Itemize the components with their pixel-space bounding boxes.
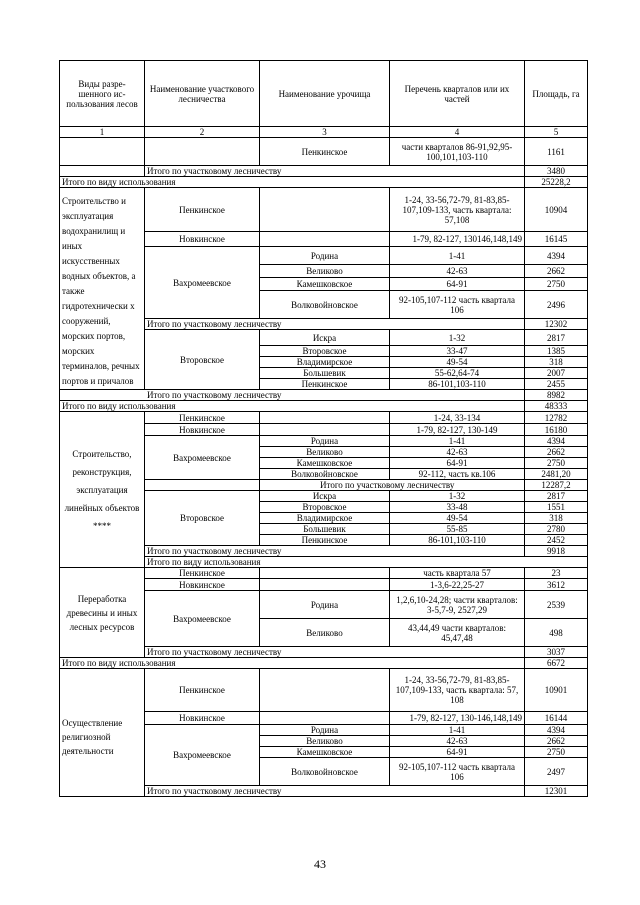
- use-type-cell: Строительство и эксплуатация водохранилищ и иных искусственных водных объектов, а также гидротехнически х сооружений, морских портов, морских терминалов, речных портов и причалов: [60, 188, 145, 390]
- quarters-cell: часть квартала 57: [390, 568, 525, 579]
- quarters-cell: 1,2,6,10-24,28; части кварталов: 3-5,7-9, 2527,29: [390, 591, 525, 619]
- tract-cell: Родина: [260, 247, 390, 265]
- tract-cell: Великово: [260, 265, 390, 278]
- column-number: 5: [525, 127, 588, 138]
- tract-cell: Камешковское: [260, 278, 390, 291]
- area-cell: 12782: [525, 412, 588, 424]
- area-cell: 2662: [525, 736, 588, 747]
- tract-cell: Великово: [260, 736, 390, 747]
- quarters-cell: 1-41: [390, 436, 525, 447]
- area-cell: 3480: [525, 166, 588, 177]
- tract-cell: Великово: [260, 619, 390, 647]
- table-row: [60, 568, 588, 579]
- area-cell: 4394: [525, 247, 588, 265]
- tract-cell: Родина: [260, 436, 390, 447]
- quarters-cell: 92-105,107-112 часть квартала 106: [390, 291, 525, 319]
- quarters-cell: 1-32: [390, 491, 525, 502]
- column-number-row: [60, 127, 588, 138]
- quarters-cell: 1-41: [390, 725, 525, 736]
- total-row: [60, 658, 588, 669]
- area-cell: 318: [525, 513, 588, 524]
- area-cell: 9918: [525, 546, 588, 557]
- tract-cell: Волковойновское: [260, 469, 390, 480]
- tract-cell: Волковойновское: [260, 291, 390, 319]
- area-cell: 1161: [525, 138, 588, 166]
- area-cell: 16145: [525, 232, 588, 247]
- subtotal-label: Итого по участковому лесничеству: [60, 390, 525, 401]
- area-cell: 10904: [525, 188, 588, 232]
- subtotal-row: [60, 390, 588, 401]
- tract-cell: Большевик: [260, 368, 390, 379]
- subtotal-label: Итого по участковому лесничеству: [145, 166, 525, 177]
- quarters-cell: 64-91: [390, 278, 525, 291]
- tract-cell: Камешковское: [260, 458, 390, 469]
- total-row: [60, 401, 588, 412]
- quarters-cell: 1-79, 82-127, 130-146,148,149: [390, 712, 525, 725]
- quarters-cell: 55-62,64-74: [390, 368, 525, 379]
- quarters-cell: 1-32: [390, 330, 525, 346]
- area-cell: 2780: [525, 524, 588, 535]
- tract-cell: Второвское: [260, 502, 390, 513]
- tract-cell: Искра: [260, 491, 390, 502]
- page-number: 43: [314, 857, 326, 871]
- tract-cell: Пенкинское: [260, 535, 390, 546]
- area-cell: 48333: [525, 401, 588, 412]
- district-cell: Новкинское: [145, 579, 260, 591]
- district-cell: Пенкинское: [145, 568, 260, 579]
- district-cell: Второвское: [145, 330, 260, 390]
- district-cell: Второвское: [145, 491, 260, 546]
- quarters-cell: 43,44,49 части кварталов: 45,47,48: [390, 619, 525, 647]
- quarters-cell: 49-54: [390, 357, 525, 368]
- table-row: [60, 138, 588, 166]
- quarters-cell: части кварталов 86-91,92,95-100,101,103-110: [390, 138, 525, 166]
- area-cell: 2539: [525, 591, 588, 619]
- district-cell: Вахромеевское: [145, 436, 260, 480]
- header-area: Площадь, га: [525, 61, 588, 127]
- column-number: 3: [260, 127, 390, 138]
- area-cell: 498: [525, 619, 588, 647]
- quarters-cell: 64-91: [390, 458, 525, 469]
- district-cell: Новкинское: [145, 424, 260, 436]
- tract-cell: Владимирское: [260, 513, 390, 524]
- header-quarters: Перечень кварталов или их частей: [390, 61, 525, 127]
- column-number: 2: [145, 127, 260, 138]
- district-cell: Вахромеевское: [145, 591, 260, 647]
- quarters-cell: 42-63: [390, 736, 525, 747]
- area-cell: 2662: [525, 265, 588, 278]
- total-label: Итого по виду использования: [60, 401, 525, 412]
- table-row: [60, 669, 588, 712]
- area-cell: 12302: [525, 319, 588, 330]
- tract-cell: Родина: [260, 725, 390, 736]
- forest-use-table: [59, 60, 588, 797]
- tract-cell: Искра: [260, 330, 390, 346]
- quarters-cell: 55-85: [390, 524, 525, 535]
- area-cell: 2662: [525, 447, 588, 458]
- quarters-cell: 1-79, 82-127, 130146,148,149: [390, 232, 525, 247]
- quarters-cell: 1-41: [390, 247, 525, 265]
- quarters-cell: 1-3,6-22,25-27: [390, 579, 525, 591]
- area-cell: 10901: [525, 669, 588, 712]
- table-row: [60, 188, 588, 232]
- quarters-cell: 92-105,107-112 часть квартала 106: [390, 758, 525, 786]
- quarters-cell: 42-63: [390, 447, 525, 458]
- area-cell: 2750: [525, 747, 588, 758]
- subtotal-label: Итого по участковому лесничеству: [145, 786, 525, 797]
- tract-cell: Большевик: [260, 524, 390, 535]
- tract-cell: Родина: [260, 591, 390, 619]
- area-cell: 16144: [525, 712, 588, 725]
- table-row: [60, 412, 588, 424]
- total-label: Итого по виду использования: [60, 177, 525, 188]
- district-cell: Новкинское: [145, 232, 260, 247]
- area-cell: 12287,2: [525, 480, 588, 491]
- tract-cell: Владимирское: [260, 357, 390, 368]
- subtotal-label: Итого по участковому лесничеству: [145, 546, 525, 557]
- quarters-cell: 92-112, часть кв.106: [390, 469, 525, 480]
- use-type-cell: Переработка древесины и иных лесных ресурсов: [60, 568, 145, 658]
- use-type-cell: Осуществление религиозной деятельности: [60, 669, 145, 797]
- total-label: Итого по виду использования: [60, 658, 525, 669]
- district-cell: Пенкинское: [145, 412, 260, 424]
- quarters-cell: 33-48: [390, 502, 525, 513]
- tract-cell: Камешковское: [260, 747, 390, 758]
- quarters-cell: 42-63: [390, 265, 525, 278]
- quarters-cell: 86-101,103-110: [390, 535, 525, 546]
- district-cell: Вахромеевское: [145, 247, 260, 319]
- area-cell: 4394: [525, 436, 588, 447]
- area-cell: 2750: [525, 458, 588, 469]
- area-cell: 318: [525, 357, 588, 368]
- district-cell: Новкинское: [145, 712, 260, 725]
- subtotal-label: Итого по участковому лесничеству: [145, 319, 525, 330]
- area-cell: 25228,2: [525, 177, 588, 188]
- area-cell: 2817: [525, 491, 588, 502]
- area-cell: 23: [525, 568, 588, 579]
- column-number: 4: [390, 127, 525, 138]
- subtotal-label: Итого по участковому лесничеству: [145, 647, 525, 658]
- quarters-cell: 1-24, 33-56,72-79, 81-83,85-107,109-133, часть квартала: 57,108: [390, 188, 525, 232]
- header-row: [60, 61, 588, 127]
- area-cell: 12301: [525, 786, 588, 797]
- area-cell: 2452: [525, 535, 588, 546]
- area-cell: 3037: [525, 647, 588, 658]
- area-cell: 3612: [525, 579, 588, 591]
- tract-cell: Второвское: [260, 346, 390, 357]
- tract-cell: Великово: [260, 447, 390, 458]
- use-type-cell: Строительство, реконструкция, эксплуатация линейных объектов ****: [60, 412, 145, 568]
- area-cell: 2496: [525, 291, 588, 319]
- total-label: Итого по виду использования: [145, 557, 588, 568]
- area-cell: 1385: [525, 346, 588, 357]
- area-cell: 16180: [525, 424, 588, 436]
- quarters-cell: 86-101,103-110: [390, 379, 525, 390]
- header-use-type: Виды разре-шенного ис-пользования лесов: [60, 61, 145, 127]
- quarters-cell: 49-54: [390, 513, 525, 524]
- area-cell: 2481,20: [525, 469, 588, 480]
- area-cell: 2497: [525, 758, 588, 786]
- area-cell: 4394: [525, 725, 588, 736]
- total-row: [60, 177, 588, 188]
- area-cell: 6672: [525, 658, 588, 669]
- area-cell: 2817: [525, 330, 588, 346]
- quarters-cell: 64-91: [390, 747, 525, 758]
- tract-cell: Пенкинское: [260, 379, 390, 390]
- quarters-cell: 33-47: [390, 346, 525, 357]
- subtotal-label: Итого по участковому лесничеству: [260, 480, 525, 491]
- area-cell: 1551: [525, 502, 588, 513]
- column-number: 1: [60, 127, 145, 138]
- district-cell: Пенкинское: [145, 188, 260, 232]
- subtotal-row: [60, 166, 588, 177]
- tract-cell: Волковойновское: [260, 758, 390, 786]
- area-cell: 2750: [525, 278, 588, 291]
- quarters-cell: 1-24, 33-134: [390, 412, 525, 424]
- quarters-cell: 1-79, 82-127, 130-149: [390, 424, 525, 436]
- tract-cell: Пенкинское: [260, 138, 390, 166]
- header-district: Наименование участкового лесничества: [145, 61, 260, 127]
- area-cell: 2007: [525, 368, 588, 379]
- quarters-cell: 1-24, 33-56,72-79, 81-83,85-107,109-133, часть квартала: 57, 108: [390, 669, 525, 712]
- district-cell: Пенкинское: [145, 669, 260, 712]
- area-cell: 8982: [525, 390, 588, 401]
- district-cell: Вахромеевское: [145, 725, 260, 786]
- header-tract: Наименование урочища: [260, 61, 390, 127]
- area-cell: 2455: [525, 379, 588, 390]
